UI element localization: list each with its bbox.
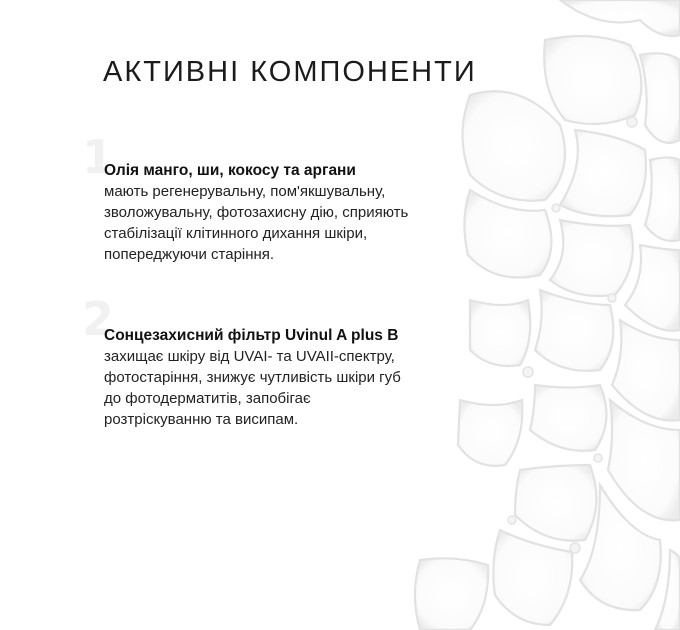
- description-line: захищає шкіру від UVAI- та UVAII-спектру,: [104, 348, 395, 365]
- description-line: до фотодерматитів, запобігає: [104, 390, 311, 407]
- component-block-1: [104, 160, 564, 265]
- component-number-2: 2: [82, 292, 115, 346]
- description-line: фотостаріння, знижує чутливість шкіри губ: [104, 369, 401, 386]
- component-title-1: Олія манго, ши, кокосу та аргани: [104, 162, 356, 179]
- component-description-2: [104, 346, 564, 430]
- description-line: стабілізації клітинного дихання шкіри,: [104, 225, 368, 242]
- description-line: мають регенерувальну, пом'якшувальну,: [104, 183, 386, 200]
- component-description-1: [104, 181, 564, 265]
- description-line: попереджуючи старіння.: [104, 246, 275, 263]
- page-title: АКТИВНІ КОМПОНЕНТИ: [103, 56, 477, 88]
- component-title-2: Сонцезахисний фільтр Uvinul A plus B: [104, 327, 399, 344]
- description-line: зволожувальну, фотозахисну дію, сприяють: [104, 204, 409, 221]
- component-number-1: 1: [82, 130, 115, 184]
- component-block-2: [104, 325, 564, 430]
- description-line: розтріскуванню та висипам.: [104, 411, 299, 428]
